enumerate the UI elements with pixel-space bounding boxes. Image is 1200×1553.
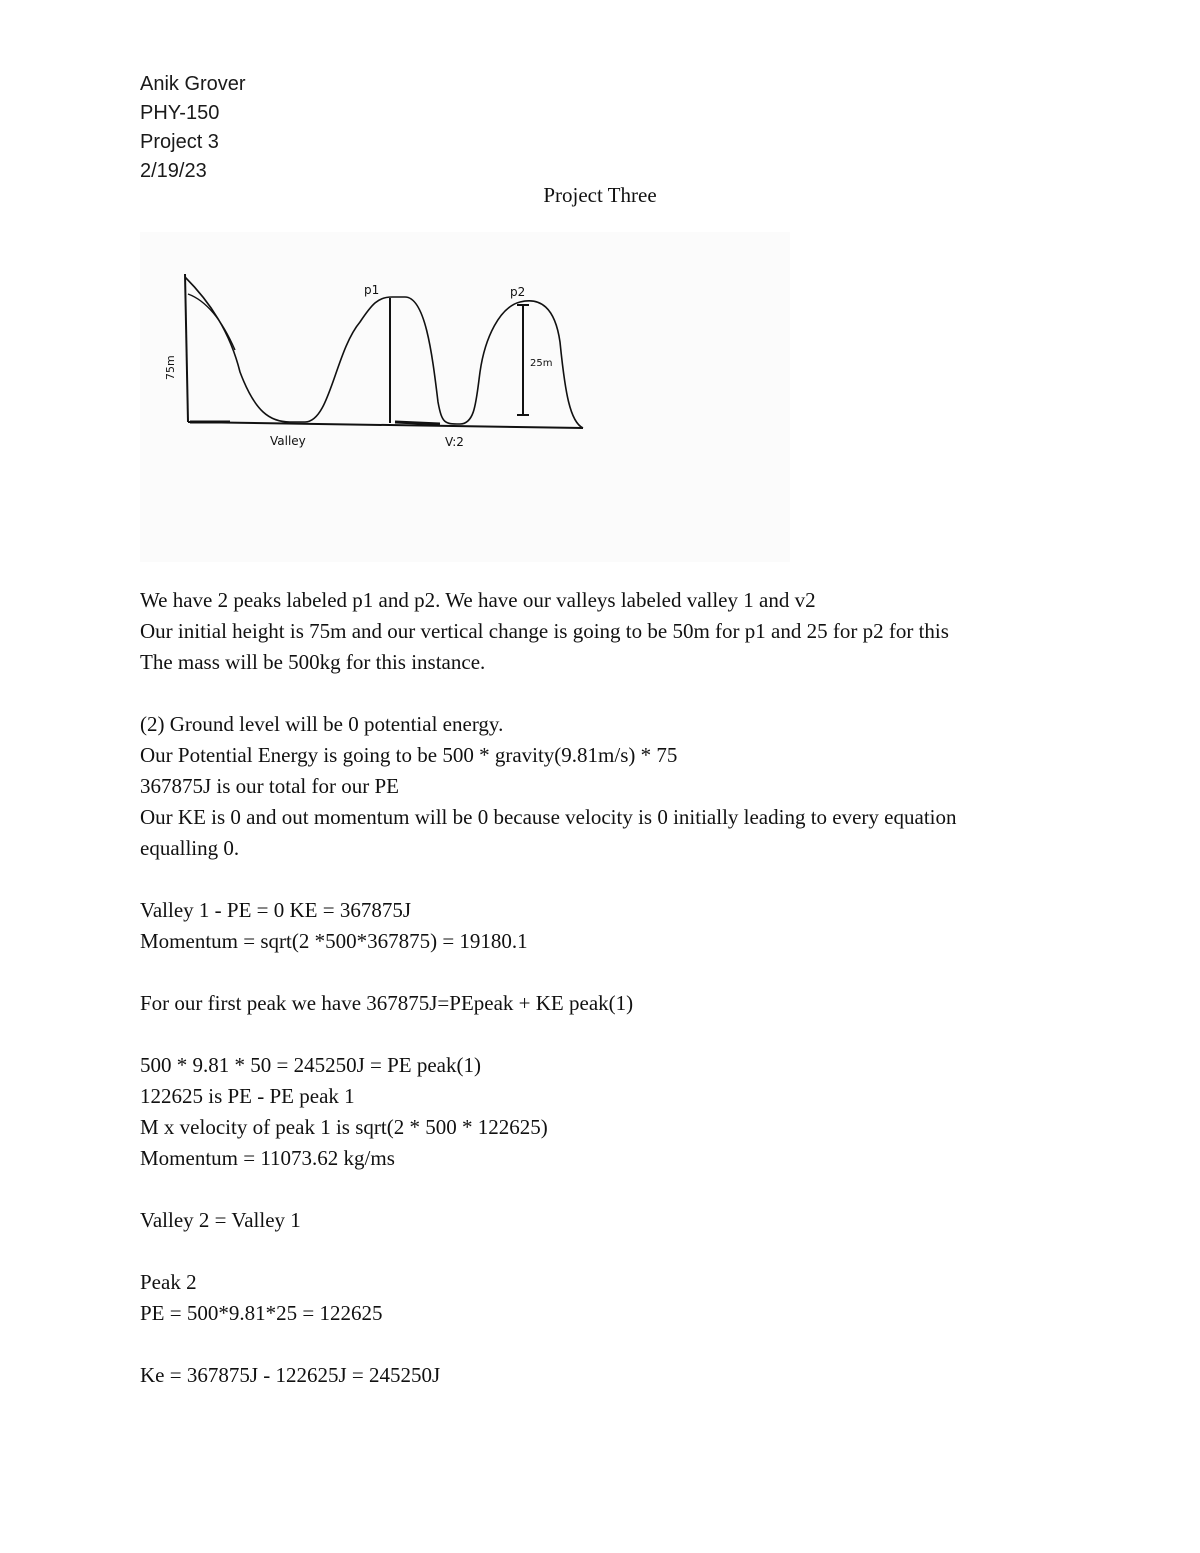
document-date: 2/19/23 [140,160,207,182]
sketch-background [140,232,790,562]
paragraph-line: 500 * 9.81 * 50 = 245250J = PE peak(1) [140,1053,481,1077]
project-number: Project 3 [140,131,219,153]
sketch-label-p1: p1 [364,283,380,297]
paragraph-line: Our Potential Energy is going to be 500 * gravity(9.81m/s) * 75 [140,743,678,767]
author-name: Anik Grover [140,73,246,95]
paragraph-line: equalling 0. [140,836,240,860]
paragraph-line: Our initial height is 75m and our vertical change is going to be 50m for p1 and 25 for p2 for this [140,619,949,643]
paragraph-line: PE = 500*9.81*25 = 122625 [140,1301,383,1325]
paragraph-line: For our first peak we have 367875J=PEpeak + KE peak(1) [140,991,634,1015]
sketch-ground-tick-2 [395,422,440,424]
paragraph-line: Our KE is 0 and out momentum will be 0 because velocity is 0 initially leading to every equation [140,805,957,829]
sketch-label-valley1: Valley [270,434,306,448]
sketch-label-25m: 25m [530,358,553,369]
paragraph-line: 122625 is PE - PE peak 1 [140,1084,355,1108]
paragraph-line: Valley 2 = Valley 1 [140,1208,301,1232]
sketch-label-p2: p2 [510,285,526,299]
paragraph-line: (2) Ground level will be 0 potential energy. [140,712,504,736]
course-code: PHY-150 [140,102,220,124]
paragraph-line: Ke = 367875J - 122625J = 245250J [140,1363,441,1387]
page-title: Project Three [543,183,657,207]
document-header [140,70,246,186]
sketch-label-valley2: V:2 [445,435,464,449]
roller-coaster-sketch [140,232,790,562]
paragraph-line: Peak 2 [140,1270,197,1294]
paragraph-line: Momentum = 11073.62 kg/ms [140,1146,395,1170]
sketch-label-75m: 75m [164,355,177,380]
paragraph-line: 367875J is our total for our PE [140,774,399,798]
paragraph-line: Valley 1 - PE = 0 KE = 367875J [140,898,412,922]
paragraph-line: We have 2 peaks labeled p1 and p2. We have our valleys labeled valley 1 and v2 [140,588,816,612]
paragraph-line: M x velocity of peak 1 is sqrt(2 * 500 * 122625) [140,1115,548,1139]
document-body [140,585,1070,1391]
paragraph-line: The mass will be 500kg for this instance. [140,650,486,674]
paragraph-line: Momentum = sqrt(2 *500*367875) = 19180.1 [140,929,528,953]
